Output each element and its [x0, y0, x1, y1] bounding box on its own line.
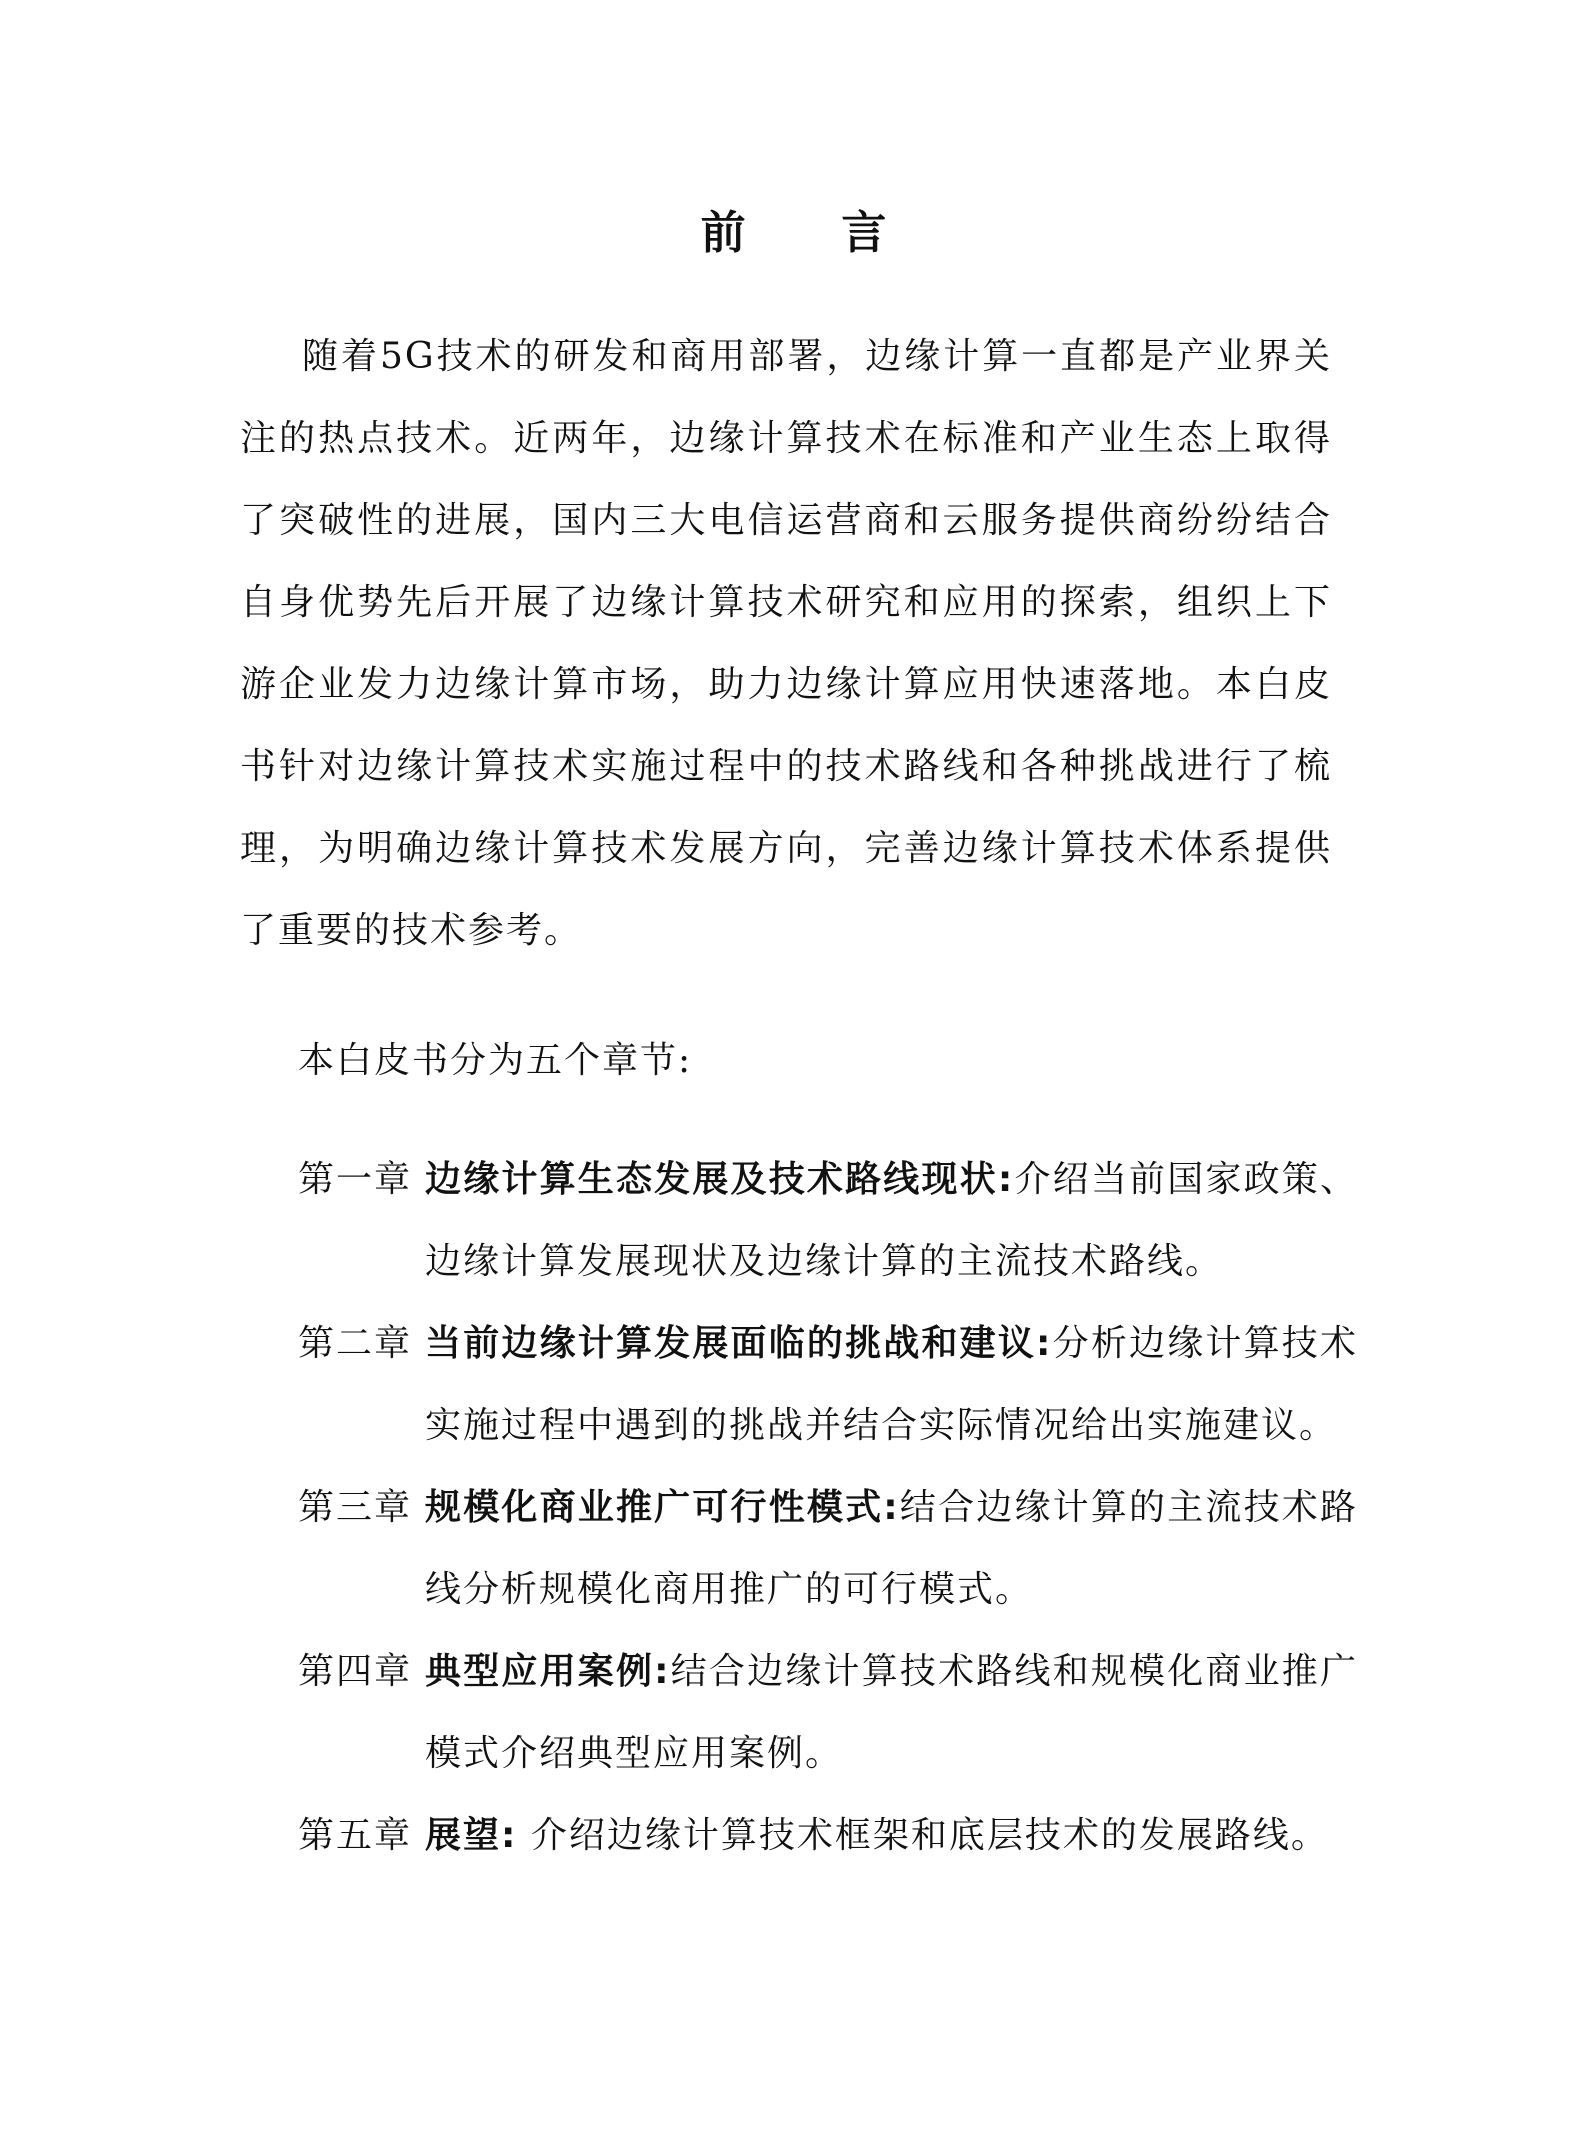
chapter-description: 分析边缘计算技术实施过程中遇到的挑战并结合实际情况给出实施建议。 — [425, 1323, 1358, 1446]
page-title: 前 言 — [700, 206, 927, 259]
chapter-item — [298, 1631, 1358, 1795]
chapter-text — [425, 1631, 1358, 1795]
chapter-item — [298, 1139, 1358, 1303]
chapter-item — [298, 1303, 1358, 1467]
chapter-title: 典型应用案例: — [425, 1651, 671, 1692]
chapters-intro: 本白皮书分为五个章节: — [298, 1040, 693, 1081]
chapter-number: 第一章 — [298, 1159, 413, 1200]
chapter-description: 结合边缘计算技术路线和规模化商业推广模式介绍典型应用案例。 — [425, 1651, 1358, 1774]
chapter-title: 展望: — [425, 1815, 518, 1856]
chapter-text — [425, 1303, 1358, 1467]
chapter-number: 第二章 — [298, 1323, 413, 1364]
chapter-description: 介绍边缘计算技术框架和底层技术的发展路线。 — [517, 1815, 1329, 1856]
chapter-item — [298, 1467, 1358, 1631]
chapter-text — [425, 1795, 1358, 1877]
chapter-item — [298, 1795, 1358, 1877]
chapter-list — [298, 1139, 1358, 1877]
chapter-number: 第四章 — [298, 1651, 413, 1692]
chapter-title: 当前边缘计算发展面临的挑战和建议: — [425, 1323, 1053, 1364]
chapter-title: 规模化商业推广可行性模式: — [425, 1487, 900, 1528]
chapter-text — [425, 1139, 1358, 1303]
chapter-title: 边缘计算生态发展及技术路线现状: — [425, 1159, 1015, 1200]
chapter-description: 介绍当前国家政策、边缘计算发展现状及边缘计算的主流技术路线。 — [425, 1159, 1358, 1282]
chapter-number: 第五章 — [298, 1815, 413, 1856]
intro-paragraph: 随着5G技术的研发和商用部署，边缘计算一直都是产业界关注的热点技术。近两年，边缘计算技术在标准和产业生态上取得了突破性的进展，国内三大电信运营商和云服务提供商纷纷结合自身优势先后开展了边缘计算技术研究和应用的探索，组织上下游企业发力边缘计算市场，助力边缘计算应用快速落地。本白皮书针对边缘计算技术实施过程中的技术路线和各种挑战进行了梳理，为明确边缘计算技术发展方向，完善边缘计算技术体系提供了重要的技术参考。 — [240, 336, 1332, 951]
chapter-description: 结合边缘计算的主流技术路线分析规模化商用推广的可行模式。 — [425, 1487, 1358, 1610]
chapter-text — [425, 1467, 1358, 1631]
chapter-number: 第三章 — [298, 1487, 413, 1528]
